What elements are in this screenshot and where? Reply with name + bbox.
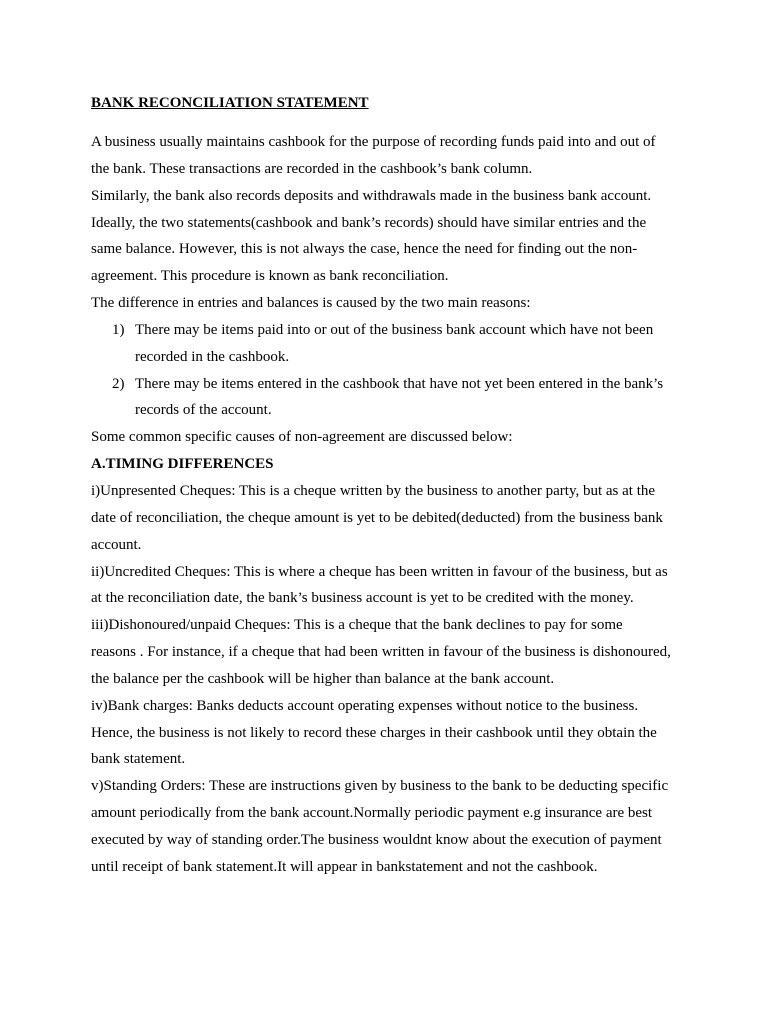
- list-item-continuation: [91, 344, 691, 371]
- paragraph-line: reasons . For instance, if a cheque that had been written in favour of the business is dishonoured,: [91, 644, 671, 661]
- paragraph-line: until receipt of bank statement.It will appear in bankstatement and not the cashbook.: [91, 858, 598, 875]
- document-body: [91, 129, 691, 881]
- paragraph-line: at the reconciliation date, the bank’s business account is yet to be credited with the money.: [91, 590, 634, 607]
- paragraph-line: amount periodically from the bank account.Normally periodic payment e.g insurance are best: [91, 805, 653, 822]
- paragraph-line: iii)Dishonoured/unpaid Cheques: This is a cheque that the bank declines to pay for some: [91, 617, 623, 634]
- paragraph-line: date of reconciliation, the cheque amount is yet to be debited(deducted) from the business bank: [91, 509, 663, 526]
- list-marker: 1): [112, 321, 125, 338]
- paragraph-line: Hence, the business is not likely to record these charges in their cashbook until they obtain the: [91, 724, 657, 741]
- paragraph-line: v)Standing Orders: These are instructions given by business to the bank to be deducting specific: [91, 778, 669, 795]
- list-item-text: There may be items entered in the cashbook that have not yet been entered in the bank’s: [135, 375, 664, 392]
- paragraph-line: Similarly, the bank also records deposits and withdrawals made in the business bank account.: [91, 187, 652, 204]
- section-heading: A.TIMING DIFFERENCES: [91, 456, 274, 473]
- list-item-text: records of the account.: [135, 402, 272, 419]
- page-title: BANK RECONCILIATION STATEMENT: [91, 95, 369, 111]
- paragraph-line: i)Unpresented Cheques: This is a cheque written by the business to another party, but as at the: [91, 482, 656, 499]
- paragraph-line: executed by way of standing order.The business wouldnt know about the execution of payment: [91, 831, 662, 848]
- list-marker: 2): [112, 375, 125, 392]
- paragraph-line: account.: [91, 536, 142, 553]
- list-item: [91, 371, 691, 398]
- list-item-text: There may be items paid into or out of the business bank account which have not been: [135, 321, 654, 338]
- paragraph-line: the bank. These transactions are recorded in the cashbook’s bank column.: [91, 160, 533, 177]
- paragraph-line: the balance per the cashbook will be higher than balance at the bank account.: [91, 670, 555, 687]
- paragraph-line: bank statement.: [91, 751, 186, 768]
- paragraph-line: ii)Uncredited Cheques: This is where a cheque has been written in favour of the business, but as: [91, 563, 668, 580]
- list-item-text: recorded in the cashbook.: [135, 348, 290, 365]
- list-item-continuation: [91, 397, 691, 424]
- paragraph-line: same balance. However, this is not always the case, hence the need for finding out the non-: [91, 241, 638, 258]
- paragraph-line: The difference in entries and balances is caused by the two main reasons:: [91, 295, 531, 312]
- paragraph-line: Some common specific causes of non-agreement are discussed below:: [91, 429, 513, 446]
- list-item: [91, 317, 691, 344]
- paragraph-line: A business usually maintains cashbook for the purpose of recording funds paid into and out of: [91, 134, 656, 150]
- paragraph-line: agreement. This procedure is known as bank reconciliation.: [91, 268, 449, 285]
- paragraph-line: Ideally, the two statements(cashbook and bank’s records) should have similar entries and the: [91, 214, 647, 231]
- paragraph-line: iv)Bank charges: Banks deducts account operating expenses without notice to the business.: [91, 697, 639, 714]
